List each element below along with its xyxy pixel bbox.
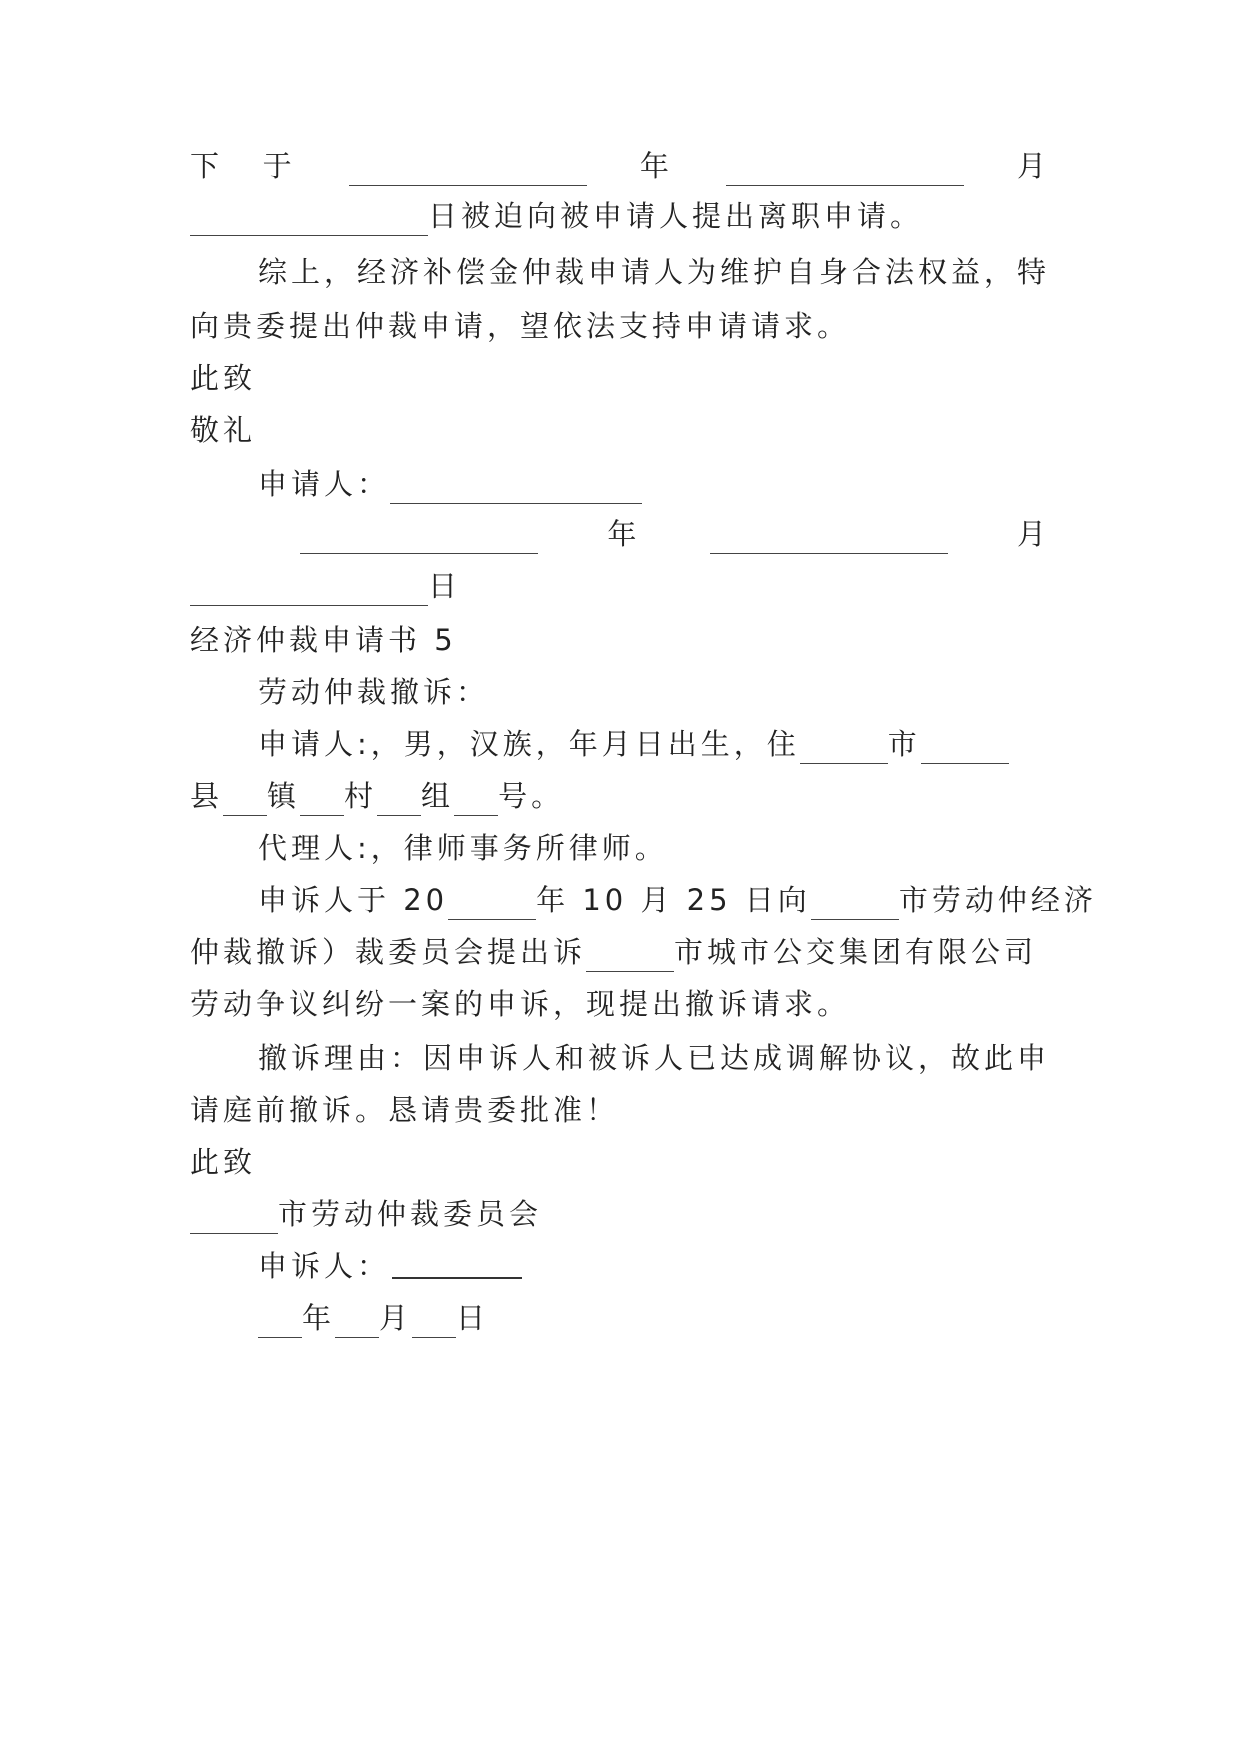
month-label: 月 — [1016, 149, 1050, 183]
resign-line — [190, 196, 1050, 236]
city-blank-3 — [586, 941, 674, 972]
date-line-3 — [258, 1298, 1050, 1338]
year-suffix-blank — [448, 889, 536, 920]
text-yu: 于 — [262, 149, 296, 183]
appellant-label: 申诉人： — [258, 1249, 391, 1283]
date-line-2 — [300, 514, 1050, 554]
number-label: 号。 — [498, 779, 565, 813]
day-blank-3 — [412, 1307, 456, 1338]
month-label-2: 月 — [1016, 517, 1050, 551]
closing-cizhi: 此致 — [190, 361, 257, 395]
applicant-info: 申请人:，男，汉族，年月日出生，住 — [258, 727, 800, 761]
closing-jingli: 敬礼 — [190, 413, 257, 447]
day-label-2: 日 — [428, 569, 462, 603]
claim-text-d: 仲裁撤诉）裁委员会提出诉 — [190, 935, 587, 969]
section-title: 经济仲裁申请书 5 — [190, 623, 457, 657]
claim-line-2 — [190, 932, 1050, 972]
claim-text-c: 市劳动仲经济 — [898, 883, 1097, 917]
city-label: 市 — [887, 727, 921, 761]
appellant-signature — [258, 1246, 1050, 1286]
reason-line-2: 请庭前撤诉。恳请贵委批准！ — [190, 1093, 620, 1127]
year-blank-2 — [300, 523, 538, 554]
committee-city-blank — [190, 1203, 278, 1234]
appellant-dash-line — [392, 1257, 522, 1279]
claim-line-1 — [258, 880, 1097, 920]
day-label-3: 日 — [456, 1301, 490, 1335]
village-label: 村 — [344, 779, 378, 813]
village-blank — [300, 785, 344, 816]
month-blank — [726, 155, 964, 186]
reason-line-1: 撤诉理由：因申诉人和被诉人已达成调解协议，故此申 — [258, 1041, 1051, 1075]
month-blank-3 — [335, 1307, 379, 1338]
committee-name: 市劳动仲裁委员会 — [278, 1197, 543, 1231]
month-label-3: 月 — [379, 1301, 413, 1335]
day-blank — [190, 205, 428, 236]
agent-line: 代理人:，律师事务所律师。 — [258, 831, 668, 865]
county-blank — [921, 733, 1009, 764]
applicant-info-line-1 — [258, 724, 1050, 764]
resign-text: 日被迫向被申请人提出离职申请。 — [428, 199, 924, 233]
claim-text-b: 年 10 月 25 日向 — [536, 883, 811, 917]
day-blank-2 — [190, 575, 428, 606]
claim-text-e: 市城市公交集团有限公司 — [674, 935, 1038, 969]
year-label: 年 — [639, 149, 673, 183]
summary-line-2: 向贵委提出仲裁申请，望依法支持申请请求。 — [190, 309, 851, 343]
number-blank — [454, 785, 498, 816]
committee-line — [190, 1194, 1050, 1234]
city-blank — [800, 733, 888, 764]
year-label-2: 年 — [607, 517, 641, 551]
summary-line-1: 综上，经济补偿金仲裁申请人为维护自身合法权益，特 — [258, 255, 1051, 289]
date-line-1 — [190, 146, 1050, 186]
claim-text-a: 申诉人于 20 — [258, 883, 449, 917]
county-label: 县 — [190, 779, 224, 813]
city-blank-2 — [811, 889, 899, 920]
year-blank — [349, 155, 587, 186]
group-blank — [377, 785, 421, 816]
applicant-label: 申请人： — [258, 467, 391, 501]
withdrawal-heading: 劳动仲裁撤诉： — [258, 675, 490, 709]
town-blank — [223, 785, 267, 816]
applicant-info-line-2 — [190, 776, 1050, 816]
applicant-signature — [258, 464, 1050, 504]
group-label: 组 — [421, 779, 455, 813]
applicant-blank — [390, 473, 642, 504]
town-label: 镇 — [267, 779, 301, 813]
text-xia: 下 — [190, 149, 224, 183]
day-line-2 — [190, 566, 1050, 606]
year-blank-3 — [258, 1307, 302, 1338]
closing-cizhi-2: 此致 — [190, 1145, 257, 1179]
month-blank-2 — [710, 523, 948, 554]
claim-line-3: 劳动争议纠纷一案的申诉，现提出撤诉请求。 — [190, 987, 851, 1021]
year-label-3: 年 — [302, 1301, 336, 1335]
